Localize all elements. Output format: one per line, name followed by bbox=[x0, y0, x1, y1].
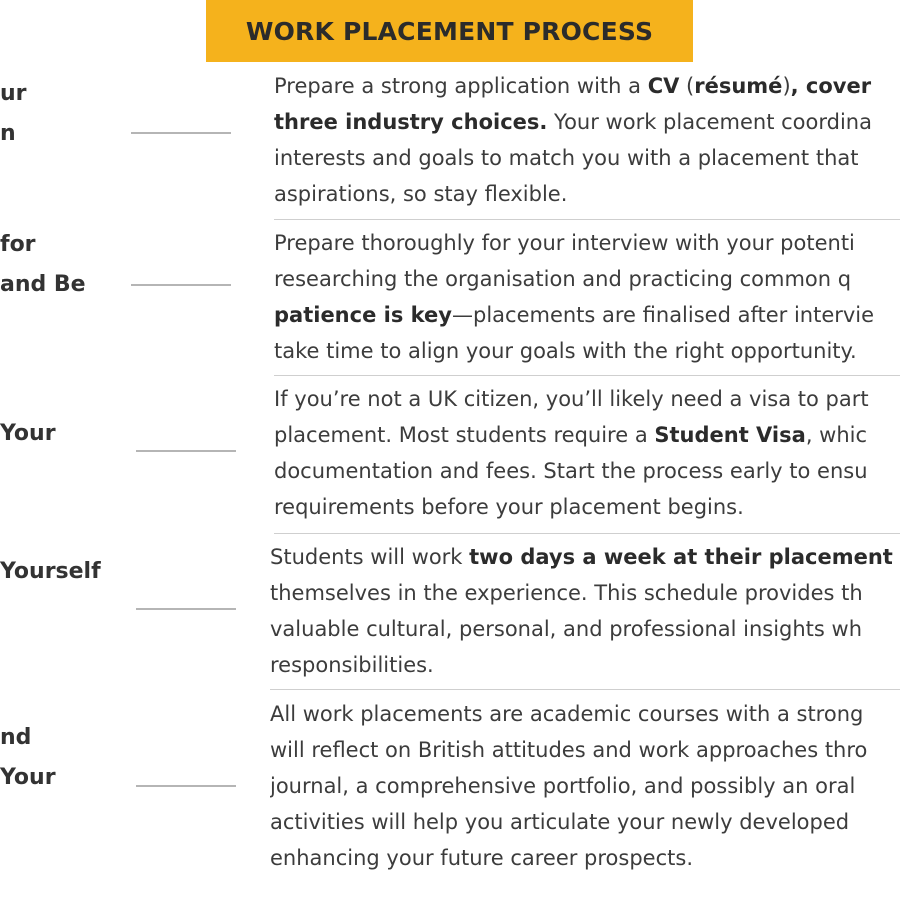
step-desc-line bbox=[270, 696, 900, 732]
step-desc-line bbox=[274, 417, 900, 453]
step-desc-line bbox=[270, 539, 900, 575]
body-text: themselves in the experience. This schedule provides th bbox=[270, 581, 863, 605]
body-text: take time to align your goals with the right opportunity. bbox=[274, 339, 857, 363]
emphasis-text: patience is key bbox=[274, 303, 452, 327]
step-connector-5 bbox=[136, 785, 236, 787]
body-text: Prepare thoroughly for your interview with your potenti bbox=[274, 231, 855, 255]
body-text: placement. Most students require a bbox=[274, 423, 655, 447]
step-desc-line bbox=[274, 225, 900, 261]
body-text: If you’re not a UK citizen, you’ll likely need a visa to part bbox=[274, 387, 869, 411]
body-text: activities will help you articulate your newly developed bbox=[270, 810, 850, 834]
body-text: requirements before your placement begins. bbox=[274, 495, 744, 519]
body-text: documentation and fees. Start the process early to ensu bbox=[274, 459, 868, 483]
body-text: ) bbox=[782, 74, 791, 98]
step-connector-2 bbox=[131, 284, 231, 286]
page-title: WORK PLACEMENT PROCESS bbox=[245, 16, 654, 46]
body-text: responsibilities. bbox=[270, 653, 434, 677]
emphasis-text: résumé bbox=[694, 74, 783, 98]
section-divider bbox=[274, 375, 900, 376]
emphasis-text: CV bbox=[647, 74, 680, 98]
step-connector-1 bbox=[131, 132, 231, 134]
step-desc-line bbox=[274, 333, 900, 369]
step-desc-line bbox=[270, 647, 900, 683]
step-title-line: nd bbox=[0, 725, 32, 750]
step-desc-line bbox=[270, 611, 900, 647]
step-description-1 bbox=[274, 68, 900, 212]
header-banner bbox=[206, 0, 693, 62]
step-description-2 bbox=[274, 225, 900, 369]
step-desc-line bbox=[270, 768, 900, 804]
section-divider bbox=[274, 219, 900, 220]
step-title-line: Yourself bbox=[0, 559, 101, 584]
step-connector-4 bbox=[136, 608, 236, 610]
step-desc-line bbox=[274, 104, 900, 140]
section-divider bbox=[270, 689, 900, 690]
body-text: enhancing your future career prospects. bbox=[270, 846, 693, 870]
step-desc-line bbox=[270, 732, 900, 768]
step-description-4 bbox=[270, 539, 900, 683]
body-text: Prepare a strong application with a bbox=[274, 74, 648, 98]
body-text: valuable cultural, personal, and professional insights wh bbox=[270, 617, 863, 641]
body-text: Your work placement coordina bbox=[547, 110, 872, 134]
step-title-1 bbox=[0, 74, 125, 154]
step-desc-line bbox=[274, 453, 900, 489]
body-text: aspirations, so stay flexible. bbox=[274, 182, 568, 206]
emphasis-text: Student Visa bbox=[654, 423, 806, 447]
section-divider bbox=[274, 533, 900, 534]
step-desc-line bbox=[270, 804, 900, 840]
step-description-3 bbox=[274, 381, 900, 525]
step-title-4 bbox=[0, 552, 125, 592]
body-text: —placements are finalised after intervie bbox=[451, 303, 875, 327]
step-title-line: n bbox=[0, 121, 16, 146]
step-title-2 bbox=[0, 225, 125, 305]
step-title-line: for bbox=[0, 232, 36, 257]
emphasis-text: , cover bbox=[790, 74, 872, 98]
step-desc-line bbox=[270, 840, 900, 876]
body-text: will reflect on British attitudes and work approaches thro bbox=[270, 738, 868, 762]
step-title-line: Your bbox=[0, 421, 56, 446]
emphasis-text: three industry choices. bbox=[274, 110, 548, 134]
body-text: All work placements are academic courses with a strong bbox=[270, 702, 864, 726]
step-desc-line bbox=[274, 68, 900, 104]
step-desc-line bbox=[274, 297, 900, 333]
step-desc-line bbox=[274, 140, 900, 176]
step-desc-line bbox=[274, 381, 900, 417]
body-text: interests and goals to match you with a placement that bbox=[274, 146, 859, 170]
body-text: ( bbox=[679, 74, 695, 98]
step-title-line: Your bbox=[0, 765, 56, 790]
step-title-line: ur bbox=[0, 81, 27, 106]
emphasis-text: two days a week at their placement bbox=[469, 545, 893, 569]
step-title-3 bbox=[0, 414, 125, 454]
step-title-line: and Be bbox=[0, 272, 86, 297]
body-text: Students will work bbox=[270, 545, 470, 569]
step-description-5 bbox=[270, 696, 900, 876]
body-text: journal, a comprehensive portfolio, and possibly an oral bbox=[270, 774, 856, 798]
step-desc-line bbox=[274, 261, 900, 297]
step-title-5 bbox=[0, 718, 125, 798]
body-text: researching the organisation and practicing common q bbox=[274, 267, 852, 291]
step-connector-3 bbox=[136, 450, 236, 452]
step-desc-line bbox=[270, 575, 900, 611]
step-desc-line bbox=[274, 489, 900, 525]
step-desc-line bbox=[274, 176, 900, 212]
body-text: , whic bbox=[805, 423, 868, 447]
